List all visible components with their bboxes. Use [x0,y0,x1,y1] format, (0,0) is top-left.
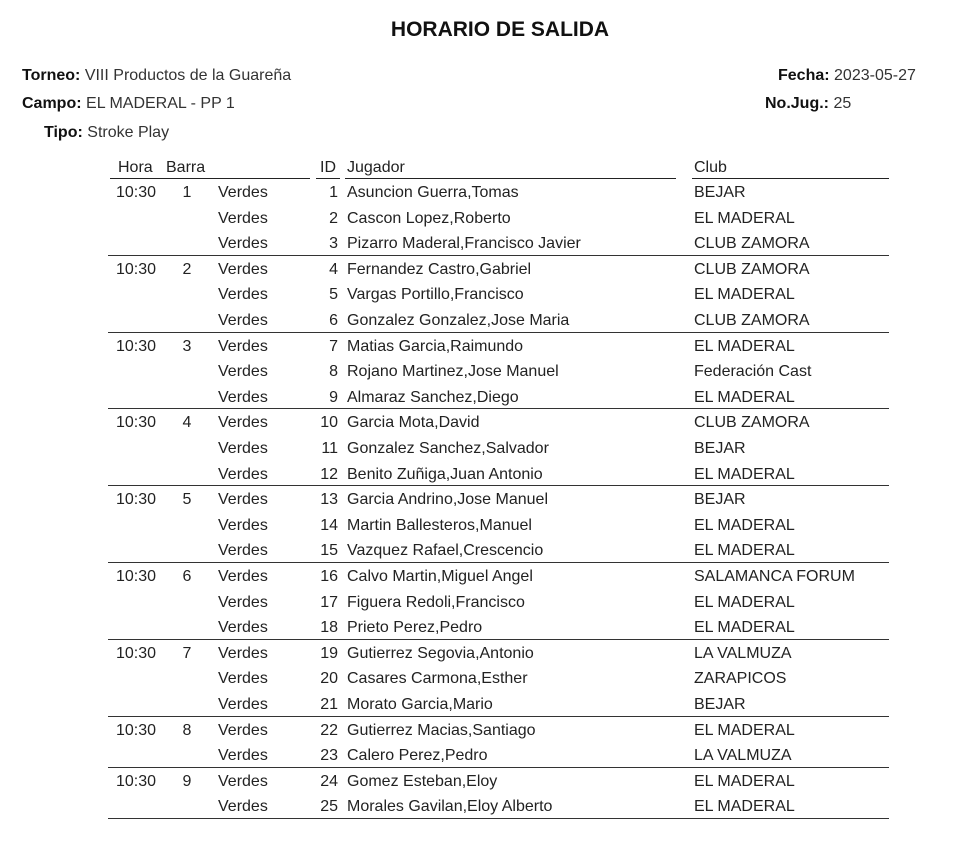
player-name: Cascon Lopez,Roberto [347,210,511,227]
campo-label: Campo: [22,95,82,112]
player-club: BEJAR [694,696,746,713]
player-name: Garcia Andrino,Jose Manuel [347,491,548,508]
player-id: 22 [320,722,338,739]
player-id: 14 [320,517,338,534]
player-tee-color: Verdes [218,466,268,483]
player-name: Garcia Mota,David [347,414,480,431]
group-separator [108,767,889,768]
column-header-id: ID [320,159,336,176]
player-id: 5 [329,286,338,303]
player-tee-color: Verdes [218,696,268,713]
player-id: 19 [320,645,338,662]
player-name: Calero Perez,Pedro [347,747,488,764]
player-tee-color: Verdes [218,286,268,303]
fecha-value: 2023-05-27 [834,67,916,84]
player-name: Morato Garcia,Mario [347,696,493,713]
group-bar-number: 7 [182,645,192,662]
player-club: EL MADERAL [694,466,795,483]
player-tee-color: Verdes [218,722,268,739]
group-bar-number: 3 [182,338,192,355]
column-header-club: Club [694,159,727,176]
player-name: Gutierrez Macias,Santiago [347,722,536,739]
player-club: EL MADERAL [694,619,795,636]
player-tee-color: Verdes [218,338,268,355]
player-id: 20 [320,670,338,687]
player-tee-color: Verdes [218,440,268,457]
player-name: Calvo Martin,Miguel Angel [347,568,533,585]
player-name: Rojano Martinez,Jose Manuel [347,363,559,380]
group-bar-number: 1 [182,184,192,201]
player-id: 11 [321,440,338,457]
player-club: EL MADERAL [694,773,795,790]
group-separator [108,639,889,640]
column-header-hora: Hora [118,159,153,176]
player-club: EL MADERAL [694,286,795,303]
player-name: Pizarro Maderal,Francisco Javier [347,235,581,252]
group-bar-number: 5 [182,491,192,508]
player-name: Matias Garcia,Raimundo [347,338,524,355]
torneo-label: Torneo: [22,67,81,84]
group-bar-number: 9 [182,773,192,790]
group-separator [108,408,889,409]
nojug-label: No.Jug.: [765,95,829,112]
player-id: 7 [329,338,338,355]
group-tee-time: 10:30 [116,568,157,585]
player-club: CLUB ZAMORA [694,261,810,278]
player-club: BEJAR [694,184,746,201]
player-tee-color: Verdes [218,517,268,534]
tipo-value: Stroke Play [87,124,170,141]
player-tee-color: Verdes [218,235,268,252]
group-bar-number: 8 [182,722,192,739]
player-id: 13 [320,491,338,508]
player-id: 1 [329,184,338,201]
player-id: 3 [329,235,338,252]
player-club: EL MADERAL [694,722,795,739]
player-name: Prieto Perez,Pedro [347,619,483,636]
tipo-label: Tipo: [44,124,83,141]
player-tee-color: Verdes [218,773,268,790]
player-tee-color: Verdes [218,619,268,636]
group-bar-number: 4 [182,414,192,431]
player-tee-color: Verdes [218,747,268,764]
player-id: 21 [320,696,338,713]
group-separator [108,716,889,717]
player-tee-color: Verdes [218,542,268,559]
player-club: EL MADERAL [694,210,795,227]
group-tee-time: 10:30 [116,645,157,662]
player-club: EL MADERAL [694,517,795,534]
player-club: EL MADERAL [694,798,795,815]
player-name: Vargas Portillo,Francisco [347,286,524,303]
player-tee-color: Verdes [218,389,268,406]
torneo-value: VIII Productos de la Guareña [84,67,292,84]
player-name: Figuera Redoli,Francisco [347,594,525,611]
player-club: SALAMANCA FORUM [694,568,855,585]
player-name: Morales Gavilan,Eloy Alberto [347,798,553,815]
player-id: 17 [320,594,338,611]
group-tee-time: 10:30 [116,338,157,355]
player-club: EL MADERAL [694,338,795,355]
campo-value: EL MADERAL - PP 1 [86,95,235,112]
group-separator [108,818,889,819]
player-tee-color: Verdes [218,594,268,611]
player-tee-color: Verdes [218,363,268,380]
player-id: 10 [320,414,338,431]
player-id: 24 [320,773,338,790]
player-id: 9 [329,389,338,406]
player-club: ZARAPICOS [694,670,787,687]
group-tee-time: 10:30 [116,773,157,790]
fecha-label: Fecha: [778,67,830,84]
player-club: BEJAR [694,491,746,508]
group-bar-number: 2 [182,261,192,278]
player-club: Federación Cast [694,363,812,380]
group-separator [108,485,889,486]
player-tee-color: Verdes [218,261,268,278]
player-name: Benito Zuñiga,Juan Antonio [347,466,543,483]
group-tee-time: 10:30 [116,491,157,508]
player-id: 15 [320,542,338,559]
player-tee-color: Verdes [218,312,268,329]
player-club: BEJAR [694,440,746,457]
player-tee-color: Verdes [218,184,268,201]
player-name: Gomez Esteban,Eloy [347,773,498,790]
player-name: Casares Carmona,Esther [347,670,528,687]
player-tee-color: Verdes [218,414,268,431]
player-name: Gutierrez Segovia,Antonio [347,645,534,662]
group-tee-time: 10:30 [116,184,157,201]
player-name: Martin Ballesteros,Manuel [347,517,532,534]
player-id: 8 [329,363,338,380]
player-club: CLUB ZAMORA [694,414,810,431]
player-id: 16 [320,568,338,585]
player-name: Gonzalez Gonzalez,Jose Maria [347,312,570,329]
player-club: LA VALMUZA [694,747,792,764]
group-separator [108,562,889,563]
player-tee-color: Verdes [218,798,268,815]
player-club: EL MADERAL [694,542,795,559]
player-id: 12 [320,466,338,483]
player-club: EL MADERAL [694,594,795,611]
player-tee-color: Verdes [218,491,268,508]
player-id: 25 [320,798,338,815]
player-id: 18 [320,619,338,636]
group-bar-number: 6 [182,568,192,585]
player-id: 6 [329,312,338,329]
player-name: Vazquez Rafael,Crescencio [347,542,544,559]
player-club: EL MADERAL [694,389,795,406]
page-title: HORARIO DE SALIDA [390,18,610,41]
player-tee-color: Verdes [218,210,268,227]
group-separator [108,255,889,256]
player-name: Asuncion Guerra,Tomas [347,184,519,201]
group-tee-time: 10:30 [116,722,157,739]
player-id: 23 [320,747,338,764]
player-id: 4 [329,261,338,278]
player-id: 2 [329,210,338,227]
player-tee-color: Verdes [218,568,268,585]
column-header-jugador: Jugador [347,159,405,176]
player-tee-color: Verdes [218,670,268,687]
player-club: CLUB ZAMORA [694,235,810,252]
column-header-barra: Barra [166,159,206,176]
player-club: LA VALMUZA [694,645,792,662]
player-tee-color: Verdes [218,645,268,662]
player-name: Gonzalez Sanchez,Salvador [347,440,549,457]
player-club: CLUB ZAMORA [694,312,810,329]
group-separator [108,332,889,333]
nojug-value: 25 [833,95,852,112]
player-name: Almaraz Sanchez,Diego [347,389,519,406]
group-tee-time: 10:30 [116,414,157,431]
player-name: Fernandez Castro,Gabriel [347,261,532,278]
group-tee-time: 10:30 [116,261,157,278]
